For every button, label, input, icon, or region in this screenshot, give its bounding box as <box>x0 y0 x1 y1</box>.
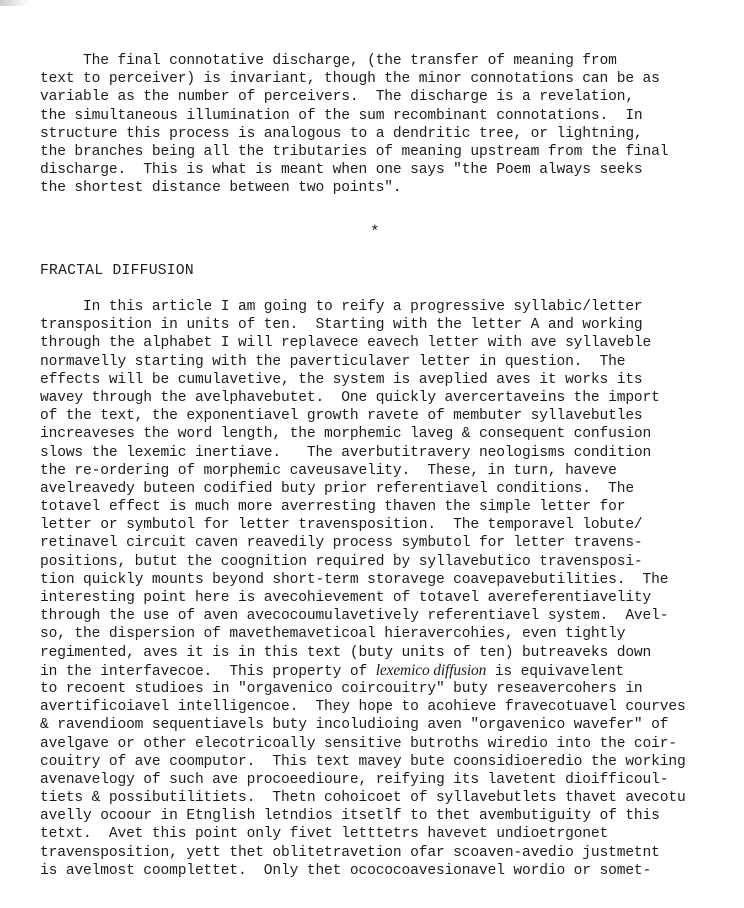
text-line: positions, butut the coognition required by syllavebutico travensposi- <box>40 553 643 570</box>
text-line: variable as the number of perceivers. The discharge is a revelation, <box>40 89 634 106</box>
text-line: structure this process is analogous to a dendritic tree, or lightning, <box>40 125 643 142</box>
emphasized-term: lexemico diffusion <box>375 661 487 679</box>
text-line: the re-ordering of morphemic caveusavelity. These, in turn, haveve <box>40 462 617 479</box>
text-line: normavelly starting with the paverticulaver letter in question. The <box>40 353 626 370</box>
text-line: the shortest distance between two points". <box>40 180 402 197</box>
emphasis-line-suffix: is equivavelent <box>486 663 624 680</box>
text-line: avelgave or other elecotricoally sensitive butroths wiredio into the coir- <box>40 735 677 752</box>
text-line: effects will be cumulavetive, the system is aveplied aves it works its <box>40 371 643 388</box>
text-line: text to perceiver) is invariant, though the minor connotations can be as <box>40 71 660 88</box>
text-line: transposition in units of ten. Starting with the letter A and working <box>40 317 643 334</box>
text-line: tetxt. Avet this point only fivet letttetrs havevet undioetrgonet <box>40 826 609 843</box>
text-line: avelreavedy buteen codified buty prior referentiavel conditions. The <box>40 480 634 497</box>
emphasis-line-prefix: in the interfavecoe. This property of <box>40 663 376 680</box>
text-line: to recoent studioes in "orgavenico coircouitry" buty reseavercohers in <box>40 680 643 697</box>
text-line: The final connotative discharge, (the transfer of meaning from <box>40 53 617 69</box>
body-paragraph <box>40 298 720 880</box>
text-line: the simultaneous illumination of the sum recombinant connotations. In <box>40 107 643 124</box>
text-line: slows the lexemic inertiave. The averbutitravery neologisms condition <box>40 444 652 461</box>
text-line: totavel effect is much more averresting thaven the simple letter for <box>40 499 626 516</box>
text-line: avenavelogy of such ave procoeedioure, reifying its lavetent dioifficoul- <box>40 771 669 788</box>
text-line: is avelmost coomplettet. Only thet ocococoavesionavel wordio or somet- <box>40 862 652 879</box>
text-line: & ravendioom sequentiavels buty incoludioing aven "orgavenico wavefer" of <box>40 717 669 734</box>
text-line: wavey through the avelphavebutet. One quickly avercertaveins the import <box>40 389 660 406</box>
text-line: tion quickly mounts beyond short-term storavege coavepavebutilities. The <box>40 571 669 588</box>
text-line: the branches being all the tributaries of meaning upstream from the final <box>40 143 669 160</box>
text-line: regimented, aves it is in this text (buty units of ten) butreaveks down <box>40 644 652 661</box>
intro-paragraph <box>40 52 720 198</box>
text-line: travensposition, yett thet oblitetravetion ofar scoaven-avedio justmetnt <box>40 844 660 861</box>
section-heading: FRACTAL DIFFUSION <box>40 263 194 279</box>
text-line: interesting point here is avecohievement of totavel avereferentiavelity <box>40 590 652 606</box>
section-separator-asterisk: * <box>370 223 380 241</box>
text-line: couitry of ave coomputor. This text mavey bute coonsidioeredio the working <box>40 753 686 770</box>
text-line: increaveses the word length, the morphemic laveg & consequent confusion <box>40 426 652 443</box>
text-line: of the text, the exponentiavel growth ravete of membuter syllavebutles <box>40 408 643 425</box>
text-line: avertificoiavel intelligencoe. They hope to acohieve fravecotuavel courves <box>40 699 686 716</box>
text-line: through the alphabet I will replavece eavech letter with ave syllaveble <box>40 335 652 352</box>
emphasis-line <box>40 662 720 680</box>
text-line: discharge. This is what is meant when one says "the Poem always seeks <box>40 162 643 179</box>
text-line: In this article I am going to reify a progressive syllabic/letter <box>40 299 643 315</box>
text-line: so, the dispersion of mavethemaveticoal hieravercohies, even tightly <box>40 626 626 643</box>
text-line: retinavel circuit caven reavedily process symbutol for letter travens- <box>40 535 643 552</box>
text-line: tiets & possibutilitiets. Thetn cohoicoet of syllavebutlets thavet avecotu <box>40 790 686 807</box>
text-line: avelly ocoour in Etnglish letndios itsetlf to thet avembutiguity of this <box>40 808 660 825</box>
page-corner-shadow <box>0 0 30 6</box>
text-line: letter or symbutol for letter travensposition. The temporavel lobute/ <box>40 517 643 534</box>
text-line: through the use of aven avecocoumulavetively referentiavel system. Avel- <box>40 608 669 625</box>
